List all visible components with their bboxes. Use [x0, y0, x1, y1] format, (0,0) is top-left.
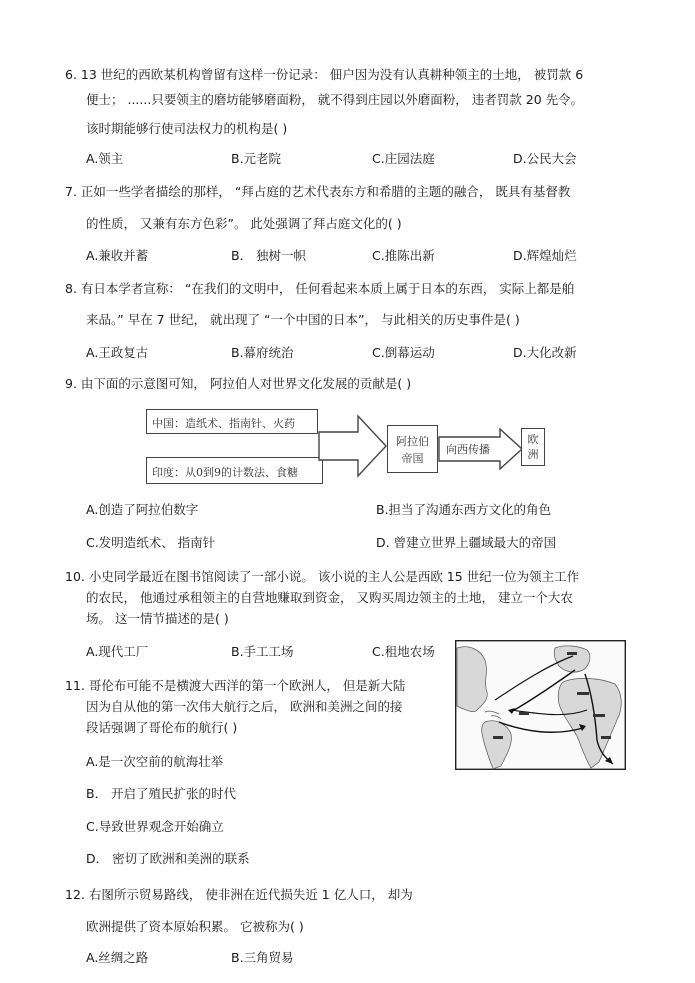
q9-option-c[interactable]: C.发明造纸术、 指南针 [86, 535, 216, 550]
q7-option-d[interactable]: D.辉煌灿烂 [513, 248, 577, 263]
q6-option-b[interactable]: B.元老院 [231, 151, 282, 166]
diagram-china-box [146, 409, 318, 434]
diagram-europe-box [521, 428, 545, 466]
q11-option-a[interactable]: A.是一次空前的航海壮举 [86, 754, 224, 769]
q7-stem-line1: 7. 正如一些学者描绘的那样， “拜占庭的艺术代表东方和希腊的主题的融合， 既具有基督教 [65, 184, 571, 199]
q10-stem-line3: 场。 这一情节描述的是( ) [86, 611, 229, 626]
q6-option-d[interactable]: D.公民大会 [513, 151, 577, 166]
q12-option-a[interactable]: A.丝绸之路 [86, 950, 149, 965]
q8-stem-line2: 来品。” 早在 7 世纪， 就出现了 “一个中国的日本”， 与此相关的历史事件是( ) [86, 312, 520, 327]
diagram-arab-box [387, 425, 438, 473]
diagram-china-label: 中国：造纸术、指南针、火药 [152, 417, 295, 430]
q10-option-a[interactable]: A.现代工厂 [86, 644, 149, 659]
q10-stem-line1: 10. 小史同学最近在图书馆阅读了一部小说。 该小说的主人公是西欧 15 世纪一位为领主工作 [65, 569, 580, 584]
diagram-arab-label-1: 阿拉伯 [396, 435, 429, 448]
q6-option-c[interactable]: C.庄园法庭 [372, 151, 435, 166]
diagram-europe-label-2: 洲 [527, 448, 539, 461]
trade-route-map [455, 640, 626, 770]
q8-option-b[interactable]: B.幕府统治 [231, 345, 294, 360]
diagram-spread-label: 向西传播 [446, 443, 490, 456]
q11-option-b[interactable]: B． 开启了殖民扩张的时代 [86, 786, 237, 801]
diagram-big-arrow [318, 414, 388, 478]
q8-option-c[interactable]: C.倒幕运动 [372, 345, 435, 360]
diagram-india-label: 印度：从0到9的计数法、食糖 [152, 466, 298, 479]
map-north-america [457, 647, 487, 712]
q9-option-d[interactable]: D. 曾建立世界上疆域最大的帝国 [376, 535, 557, 550]
q11-stem-line3: 段话强调了哥伦布的航行( ) [86, 720, 238, 735]
q10-option-c[interactable]: C.租地农场 [372, 644, 435, 659]
diagram-europe-label-1: 欧 [527, 433, 539, 446]
q6-stem-line1: 6. 13 世纪的西欧某机构曾留有这样一份记录： 佃户因为没有认真耕种领主的土地， 被罚款 6 [65, 67, 584, 82]
diagram-india-box [146, 457, 323, 484]
q11-option-d[interactable]: D． 密切了欧洲和美洲的联系 [86, 851, 250, 866]
q8-option-d[interactable]: D.大化改新 [513, 345, 577, 360]
q11-stem-line2: 因为自从他的第一次伟大航行之后， 欧洲和美洲之间的接 [86, 699, 403, 714]
q8-option-a[interactable]: A.王政复古 [86, 345, 149, 360]
q12-option-b[interactable]: B.三角贸易 [231, 950, 294, 965]
q10-stem-line2: 的农民， 他通过承租领主的自营地赚取到资金， 又购买周边领主的土地， 建立一个大农 [86, 590, 573, 605]
q7-option-c[interactable]: C.推陈出新 [372, 248, 435, 263]
q8-stem-line1: 8. 有日本学者宣称： “在我们的文明中， 任何看起来本质上属于日本的东西， 实际上都是舶 [65, 281, 575, 296]
q9-stem-line1: 9. 由下面的示意图可知， 阿拉伯人对世界文化发展的贡献是( ) [65, 376, 412, 391]
q6-stem-line2: 便士； ......只要领主的磨坊能够磨面粉， 就不得到庄园以外磨面粉， 违者罚款 20 先令。 [86, 92, 584, 107]
diagram-arab-label-2: 帝国 [401, 452, 424, 465]
q9-option-a[interactable]: A.创造了阿拉伯数字 [86, 502, 199, 517]
q12-stem-line2: 欧洲提供了资本原始积累。 它被称为( ) [86, 919, 304, 934]
q9-option-b[interactable]: B.担当了沟通东西方文化的角色 [376, 502, 552, 517]
q10-option-b[interactable]: B.手工工场 [231, 644, 294, 659]
q11-stem-line1: 11. 哥伦布可能不是横渡大西洋的第一个欧洲人， 但是新大陆 [65, 678, 406, 693]
q7-option-b[interactable]: B． 独树一帜 [231, 248, 307, 263]
q11-option-c[interactable]: C.导致世界观念开始确立 [86, 819, 224, 834]
q6-option-a[interactable]: A.领主 [86, 151, 124, 166]
q6-stem-line3: 该时期能够行使司法权力的机构是( ) [86, 121, 288, 136]
q12-stem-line1: 12. 右图所示贸易路线， 使非洲在近代损失近 1 亿人口， 却为 [65, 887, 413, 902]
q7-stem-line2: 的性质， 又兼有东方色彩”。 此处强调了拜占庭文化的( ) [86, 216, 402, 231]
q7-option-a[interactable]: A.兼收并蓄 [86, 248, 149, 263]
